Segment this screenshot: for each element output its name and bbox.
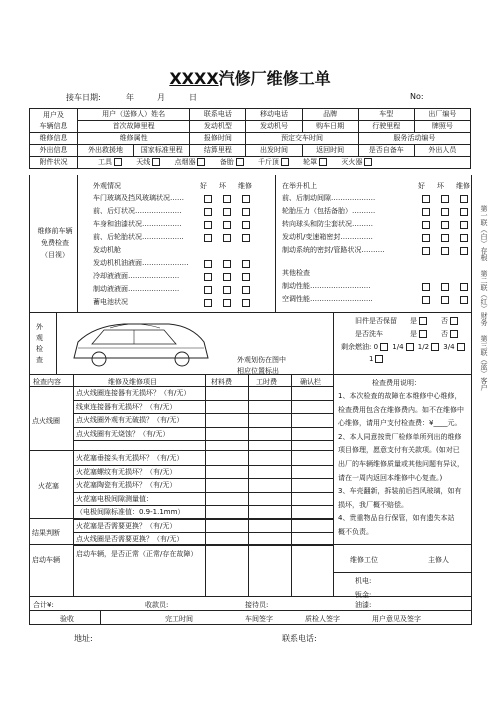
cell: 出厂编号 [414,109,470,121]
keep-old-parts-label: 旧件是否保留 [355,317,397,325]
car-outline-diagram [64,318,214,370]
checkbox[interactable] [242,260,250,268]
cell: 报修时间 [190,133,246,145]
checkbox[interactable] [441,296,449,304]
precheck-label: 维修前车辆 免费检查 （目视） [37,227,73,259]
cell: 外出救援地 [78,145,134,157]
year-label: 年 [126,93,134,102]
cell: 是否自备车 [358,145,414,157]
check-item: 火花塞电极间隙测量值： [76,494,153,503]
cell: 国家标准里程 [134,145,190,157]
checkbox[interactable] [204,234,212,242]
cashier-label: 收款员: [145,601,169,609]
check-item: 线束连接器有无损坏？（有/无） [76,402,177,411]
checkbox[interactable] [204,286,212,294]
checkbox[interactable] [114,158,122,166]
check-item: 发动机/变速箱密封………….. [282,233,373,241]
checkbox[interactable] [364,158,372,166]
cell: 服务活动编号 [358,133,470,145]
checkbox[interactable] [242,299,250,307]
checkbox[interactable] [422,234,430,242]
check-item: 前、后灯状况……………….. [93,207,182,215]
form-title: XXXX汽修厂维修工单 [169,69,331,88]
checkbox[interactable] [441,247,449,255]
table-head: 维修及维修项目 [108,378,157,386]
check-item: 蓄电池状况 [93,298,128,306]
wash-label: 是否洗车 [355,330,383,338]
accessory-label: 附件状况 [30,157,78,169]
fuel-label: 剩余燃油: [341,343,372,351]
cell: 发动机型 [190,121,246,133]
date-label: 接车日期: [66,93,101,102]
exterior-label: 外 观 检 查 [36,323,43,364]
cell: 用户（送修人）姓名 [78,109,190,121]
check-item: 维修 [456,182,470,190]
checkbox[interactable] [422,283,430,291]
cell: 用户意见及签字 [372,615,421,623]
check-item: 维修 [238,182,252,190]
table-head: 检查内容 [33,378,61,386]
check-item: 车门玻璃及挡风玻璃状况…… [93,194,184,202]
checkbox[interactable] [204,221,212,229]
checkbox[interactable] [460,247,468,255]
cell: 车间签字 [245,615,273,623]
accessory-item: 千斤顶 [257,158,279,166]
day-label: 日 [189,93,197,102]
exterior-note: 外观划伤在图中 [237,356,286,364]
checkbox[interactable] [242,195,250,203]
accessory-item: 轮罩 [303,158,318,166]
checkbox[interactable] [422,221,430,229]
checkbox[interactable] [204,195,212,203]
checkbox[interactable] [441,208,449,216]
check-item: 制动液液面…………………. [93,285,180,293]
cell: 结算里程 [190,145,246,157]
checkbox[interactable] [223,286,231,294]
month-label: 月 [157,93,165,102]
checkbox[interactable] [223,299,231,307]
checkbox[interactable] [281,158,289,166]
checkbox[interactable] [197,158,205,166]
checkbox[interactable] [450,317,458,325]
fuel-option: 0 [373,343,379,351]
address-label: 地址: [74,634,93,643]
fuel-option: 1 [369,355,374,363]
check-item: 制动系统的密封/管路状况………. [282,246,385,254]
table-head: 工时费 [256,378,277,386]
cell: 外出人员 [414,145,470,157]
no-label: 否 [441,330,448,338]
checkbox[interactable] [422,247,430,255]
customer-section-label: 用户及 车辆信息 [30,109,78,133]
phone-label: 联系电话: [282,634,317,643]
checkbox[interactable] [375,355,383,363]
checkbox[interactable] [223,195,231,203]
checkbox[interactable] [319,158,327,166]
checkbox[interactable] [223,234,231,242]
checkbox[interactable] [457,343,465,351]
notes-heading: 检查费用说明： [372,379,421,387]
cell: 行驶里程 [358,121,414,133]
check-item: 损坏，我厂概不赔偿。 [338,500,408,509]
checkbox[interactable] [406,343,414,351]
checkbox[interactable] [204,260,212,268]
checkbox[interactable] [236,158,244,166]
no-label: 否 [441,317,448,325]
check-item: 概不负责。 [338,528,373,536]
checkbox[interactable] [419,330,427,338]
cell: 车型 [358,109,414,121]
check-item: 在举升机上 [282,182,317,190]
vehicle-info-table [29,108,471,169]
check-item: 坏 [219,182,226,190]
checkbox[interactable] [422,296,430,304]
table-head: 确认栏 [300,378,321,386]
cell: 返回时间 [302,145,358,157]
check-item: 心维修，请用户支付检查费：¥____元。 [338,419,462,428]
copy-label: 第一联（白）存根 [480,205,488,261]
start-vehicle-label: 启动车辆 [32,556,60,564]
check-item: 1、本次检查的故障在本维修中心维修， [338,392,462,400]
checkbox[interactable] [204,273,212,281]
copy-label: 第二联（红）财务 [480,270,488,326]
check-item: 好 [200,182,207,190]
checkbox[interactable] [422,195,430,203]
check-item: 检查费用包含在维修费内。如不在维修中 [338,405,464,414]
sheet-metal-label: 钣金: [355,591,372,599]
check-item: 3、车壳翻新，拆装前后挡风玻璃，如有 [338,487,462,496]
check-item: 点火线圈外观有无破损？（有/无） [76,416,184,424]
exterior-note: 相应位置标出 [237,367,279,375]
check-item: 火花塞螺纹有无损坏？（有/无） [76,467,177,476]
fuel-option: 3/4 [443,343,455,351]
check-item: 好 [418,182,425,190]
checkbox[interactable] [460,296,468,304]
checkbox[interactable] [441,195,449,203]
accessory-item: 工具 [98,158,112,166]
check-item: 项目修理，愿意支付有关款项。(如对已 [338,446,460,455]
checkbox[interactable] [450,330,458,338]
checkbox[interactable] [419,317,427,325]
checkbox[interactable] [242,273,250,281]
fuel-option: 1/2 [417,343,430,351]
check-item: 点火线圈是否需要更换？（有/无） [76,535,184,543]
check-item: 2、本人同意按贵厂检修单所列出的维修 [338,432,462,441]
acceptance-label: 验收 [60,615,74,623]
repair-info-label: 维修信息 [30,133,78,145]
check-item: 转向球头和防尘套状况……… [282,220,373,228]
check-item: 其他检查 [282,269,310,277]
fuel-row [341,342,467,352]
checkbox[interactable] [422,208,430,216]
cell: 预定交车时间 [246,133,358,145]
cell: 联系电话 [190,109,246,121]
check-item: 出厂的车辆维修质量或其他问题有异议， [338,460,464,468]
check-item: 空调性能……………………... [282,295,373,303]
cell: 质检人签字 [305,615,340,623]
cell: 出发时间 [246,145,302,157]
ignition-coil-label: 点火线圈 [32,417,60,425]
accessory-item: 灭火器 [341,158,363,166]
checkbox[interactable] [204,208,212,216]
check-item: 火花塞垂接头有无损坏？（有/无） [76,454,184,462]
form-number-label: No: [410,92,424,101]
cell: 品牌 [302,109,358,121]
paint-label: 油漆: [355,601,372,609]
check-item: 火花塞是否需要更换？（有/无） [76,522,177,530]
accessory-row [78,157,471,169]
check-item: 坏 [437,182,444,190]
checkbox[interactable] [380,343,388,351]
check-item: 发动机舱 [93,246,121,254]
checkbox[interactable] [223,260,231,268]
check-item: 4、贵重物品自行保管，如有遗失本站 [338,514,455,523]
fuel-option: 1/4 [392,343,404,351]
checkbox[interactable] [431,343,439,351]
checkbox[interactable] [204,299,212,307]
mechanic-label: 机电: [355,577,372,585]
check-item: 车身和油漆状况…………….. [93,220,182,228]
checkbox[interactable] [460,195,468,203]
cell: 移动电话 [246,109,302,121]
work-position-label: 维修工位 [350,556,378,564]
table-head: 材料费 [211,378,232,386]
checkbox[interactable] [152,158,160,166]
checkbox[interactable] [242,286,250,294]
check-item: 轮胎压力（包括备胎）………. [282,207,376,215]
cell: 购车日期 [302,121,358,133]
cell: 首次故障里程 [78,121,190,133]
accessory-item: 备胎 [219,158,234,166]
checkbox[interactable] [441,221,449,229]
outside-info-label: 外出信息 [30,145,78,157]
checkbox[interactable] [441,283,449,291]
checkbox[interactable] [460,208,468,216]
check-item: 外观情况 [93,182,121,190]
cell: 发动机号 [246,121,302,133]
spark-plug-label: 火花塞 [38,482,59,490]
checkbox[interactable] [223,221,231,229]
receptionist-label: 接待员: [245,601,269,609]
check-item: （电极间隙标准值：0.9-1.1mm） [76,508,185,516]
checkbox[interactable] [460,283,468,291]
checkbox[interactable] [242,221,250,229]
checkbox[interactable] [441,234,449,242]
accessory-item: 点烟器 [174,158,196,166]
accessory-item: 天线 [136,158,151,166]
check-item: 点火线圈有无烧蚀？（有/无） [76,429,170,438]
total-label: 合计¥: [33,601,54,609]
yes-label: 是 [410,330,417,338]
check-item: 发动机机油液面……………….. [93,259,189,267]
checkbox[interactable] [242,208,250,216]
check-item: 请在一周内返回本维修中心复查。) [338,473,443,482]
checkbox[interactable] [223,273,231,281]
check-item: 制动性能…………………….. [282,282,371,290]
checkbox[interactable] [223,208,231,216]
checkbox[interactable] [460,234,468,242]
cell: 维修属性 [78,133,190,145]
checkbox[interactable] [242,234,250,242]
start-vehicle-item: 启动车辆，是否正常（正常/存在故障） [76,550,198,558]
check-item: 前、后轮胎状况……………... [93,233,184,241]
cell: 牌照号 [414,121,470,133]
check-item: 火花塞陶瓷有无损坏？（有/无） [76,481,177,489]
lead-mechanic-label: 主修人 [428,556,449,564]
check-item: 冷却液液面…………………. [93,272,180,280]
check-item: 点火线圈连接器有无损坏？（有/无） [76,389,191,397]
yes-label: 是 [410,317,417,325]
result-label: 结果判断 [32,529,60,537]
check-item: 前、后制动间隙………………. [282,194,376,202]
cell: 完工时间 [165,615,193,623]
checkbox[interactable] [460,221,468,229]
copy-label: 第三联（蓝）客户 [480,335,488,391]
